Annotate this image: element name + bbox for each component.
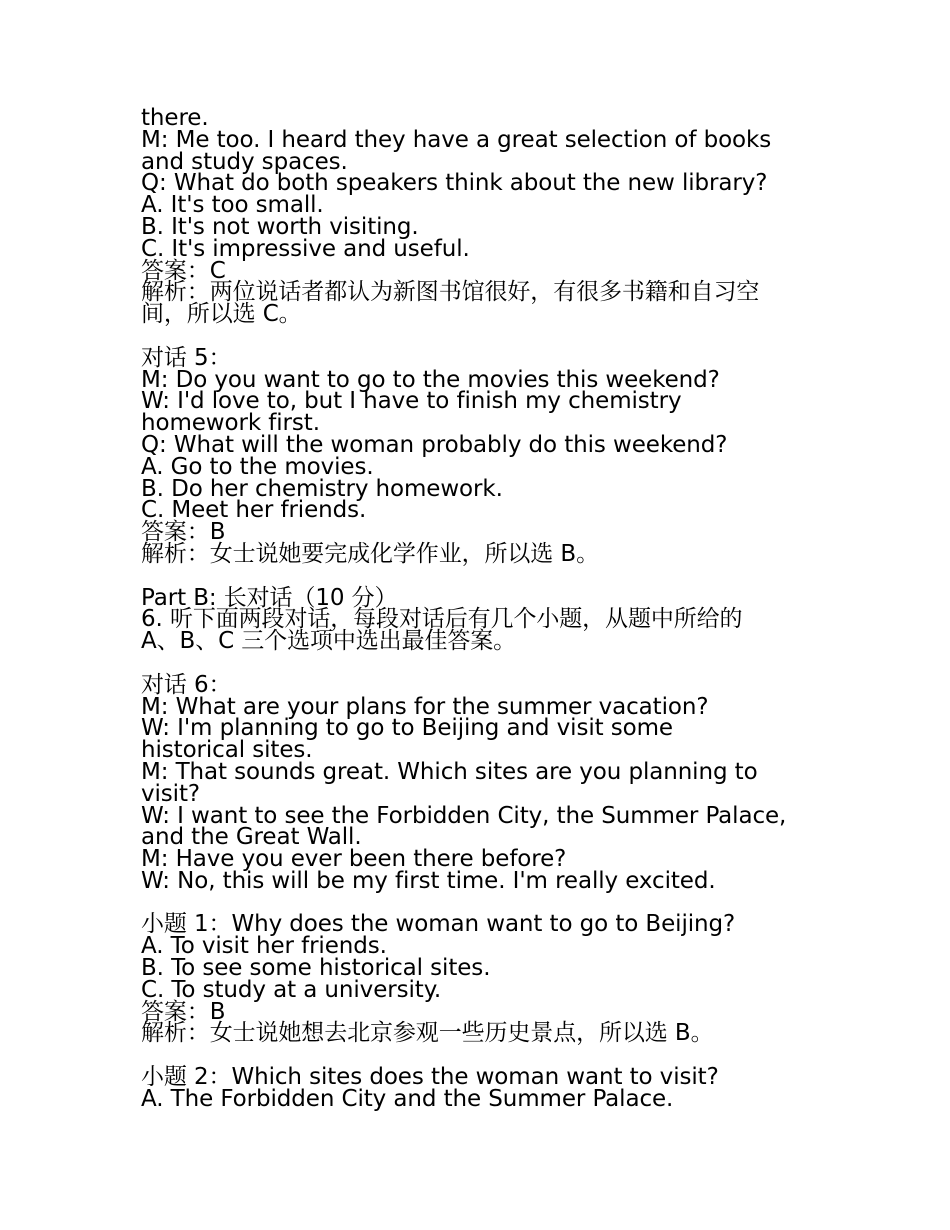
document-page: [141, 105, 831, 1112]
explanation-line: 解析：女士说她想去北京参观一些历史景点，所以选 B。: [141, 1020, 714, 1047]
explanation-line: 解析：两位说话者都认为新图书馆很好，有很多书籍和自习空: [141, 279, 760, 306]
question-line: Q: What do both speakers think about the new library?: [141, 170, 768, 197]
option-line: A. Go to the movies.: [141, 453, 374, 480]
option-line: B. Do her chemistry homework.: [141, 475, 503, 502]
section-heading: Part B: 长对话（10 分）: [141, 584, 398, 611]
instruction-line: A、B、C 三个选项中选出最佳答案。: [141, 628, 517, 655]
text-line: M: Me too. I heard they have a great selection of books: [141, 126, 772, 153]
option-line: C. It's impressive and useful.: [141, 235, 470, 262]
text-line: W: I want to see the Forbidden City, the Summer Palace,: [141, 802, 787, 829]
text-line: W: I'm planning to go to Beijing and visit some: [141, 715, 673, 742]
answer-line: 答案：B: [141, 998, 226, 1025]
question-line: Q: What will the woman probably do this weekend?: [141, 431, 728, 458]
blank-line: [141, 653, 831, 675]
text-line: and study spaces.: [141, 148, 348, 175]
answer-line: 答案：C: [141, 257, 226, 284]
dialogue-heading: 对话 6：: [141, 671, 232, 698]
option-line: A. The Forbidden City and the Summer Palace.: [141, 1085, 674, 1112]
question-line: 小题 1：Why does the woman want to go to Beijing?: [141, 911, 736, 938]
explanation-line: 间，所以选 C。: [141, 301, 302, 328]
text-line: and the Great Wall.: [141, 824, 362, 851]
option-line: B. To see some historical sites.: [141, 955, 491, 982]
dialogue-heading: 对话 5：: [141, 344, 232, 371]
answer-line: 答案：B: [141, 519, 226, 546]
text-line: homework first.: [141, 410, 320, 437]
text-line: M: Have you ever been there before?: [141, 846, 567, 873]
explanation-line: 解析：女士说她要完成化学作业，所以选 B。: [141, 540, 599, 567]
text-line: W: I'd love to, but I have to finish my chemistry: [141, 388, 682, 415]
option-line: C. To study at a university.: [141, 976, 442, 1003]
option-line: C. Meet her friends.: [141, 497, 367, 524]
text-line: M: What are your plans for the summer vacation?: [141, 693, 709, 720]
text-line: W: No, this will be my first time. I'm really excited.: [141, 867, 716, 894]
text-line: there.: [141, 105, 209, 131]
text-line: M: That sounds great. Which sites are you planning to: [141, 758, 758, 785]
instruction-line: 6. 听下面两段对话，每段对话后有几个小题，从题中所给的: [141, 606, 743, 633]
blank-line: [141, 326, 831, 348]
option-line: B. It's not worth visiting.: [141, 213, 419, 240]
text-line: visit?: [141, 780, 201, 807]
text-line: historical sites.: [141, 737, 313, 764]
text-line: M: Do you want to go to the movies this weekend?: [141, 366, 720, 393]
question-line: 小题 2：Which sites does the woman want to visit?: [141, 1064, 719, 1091]
option-line: A. It's too small.: [141, 192, 324, 219]
option-line: A. To visit her friends.: [141, 933, 387, 960]
